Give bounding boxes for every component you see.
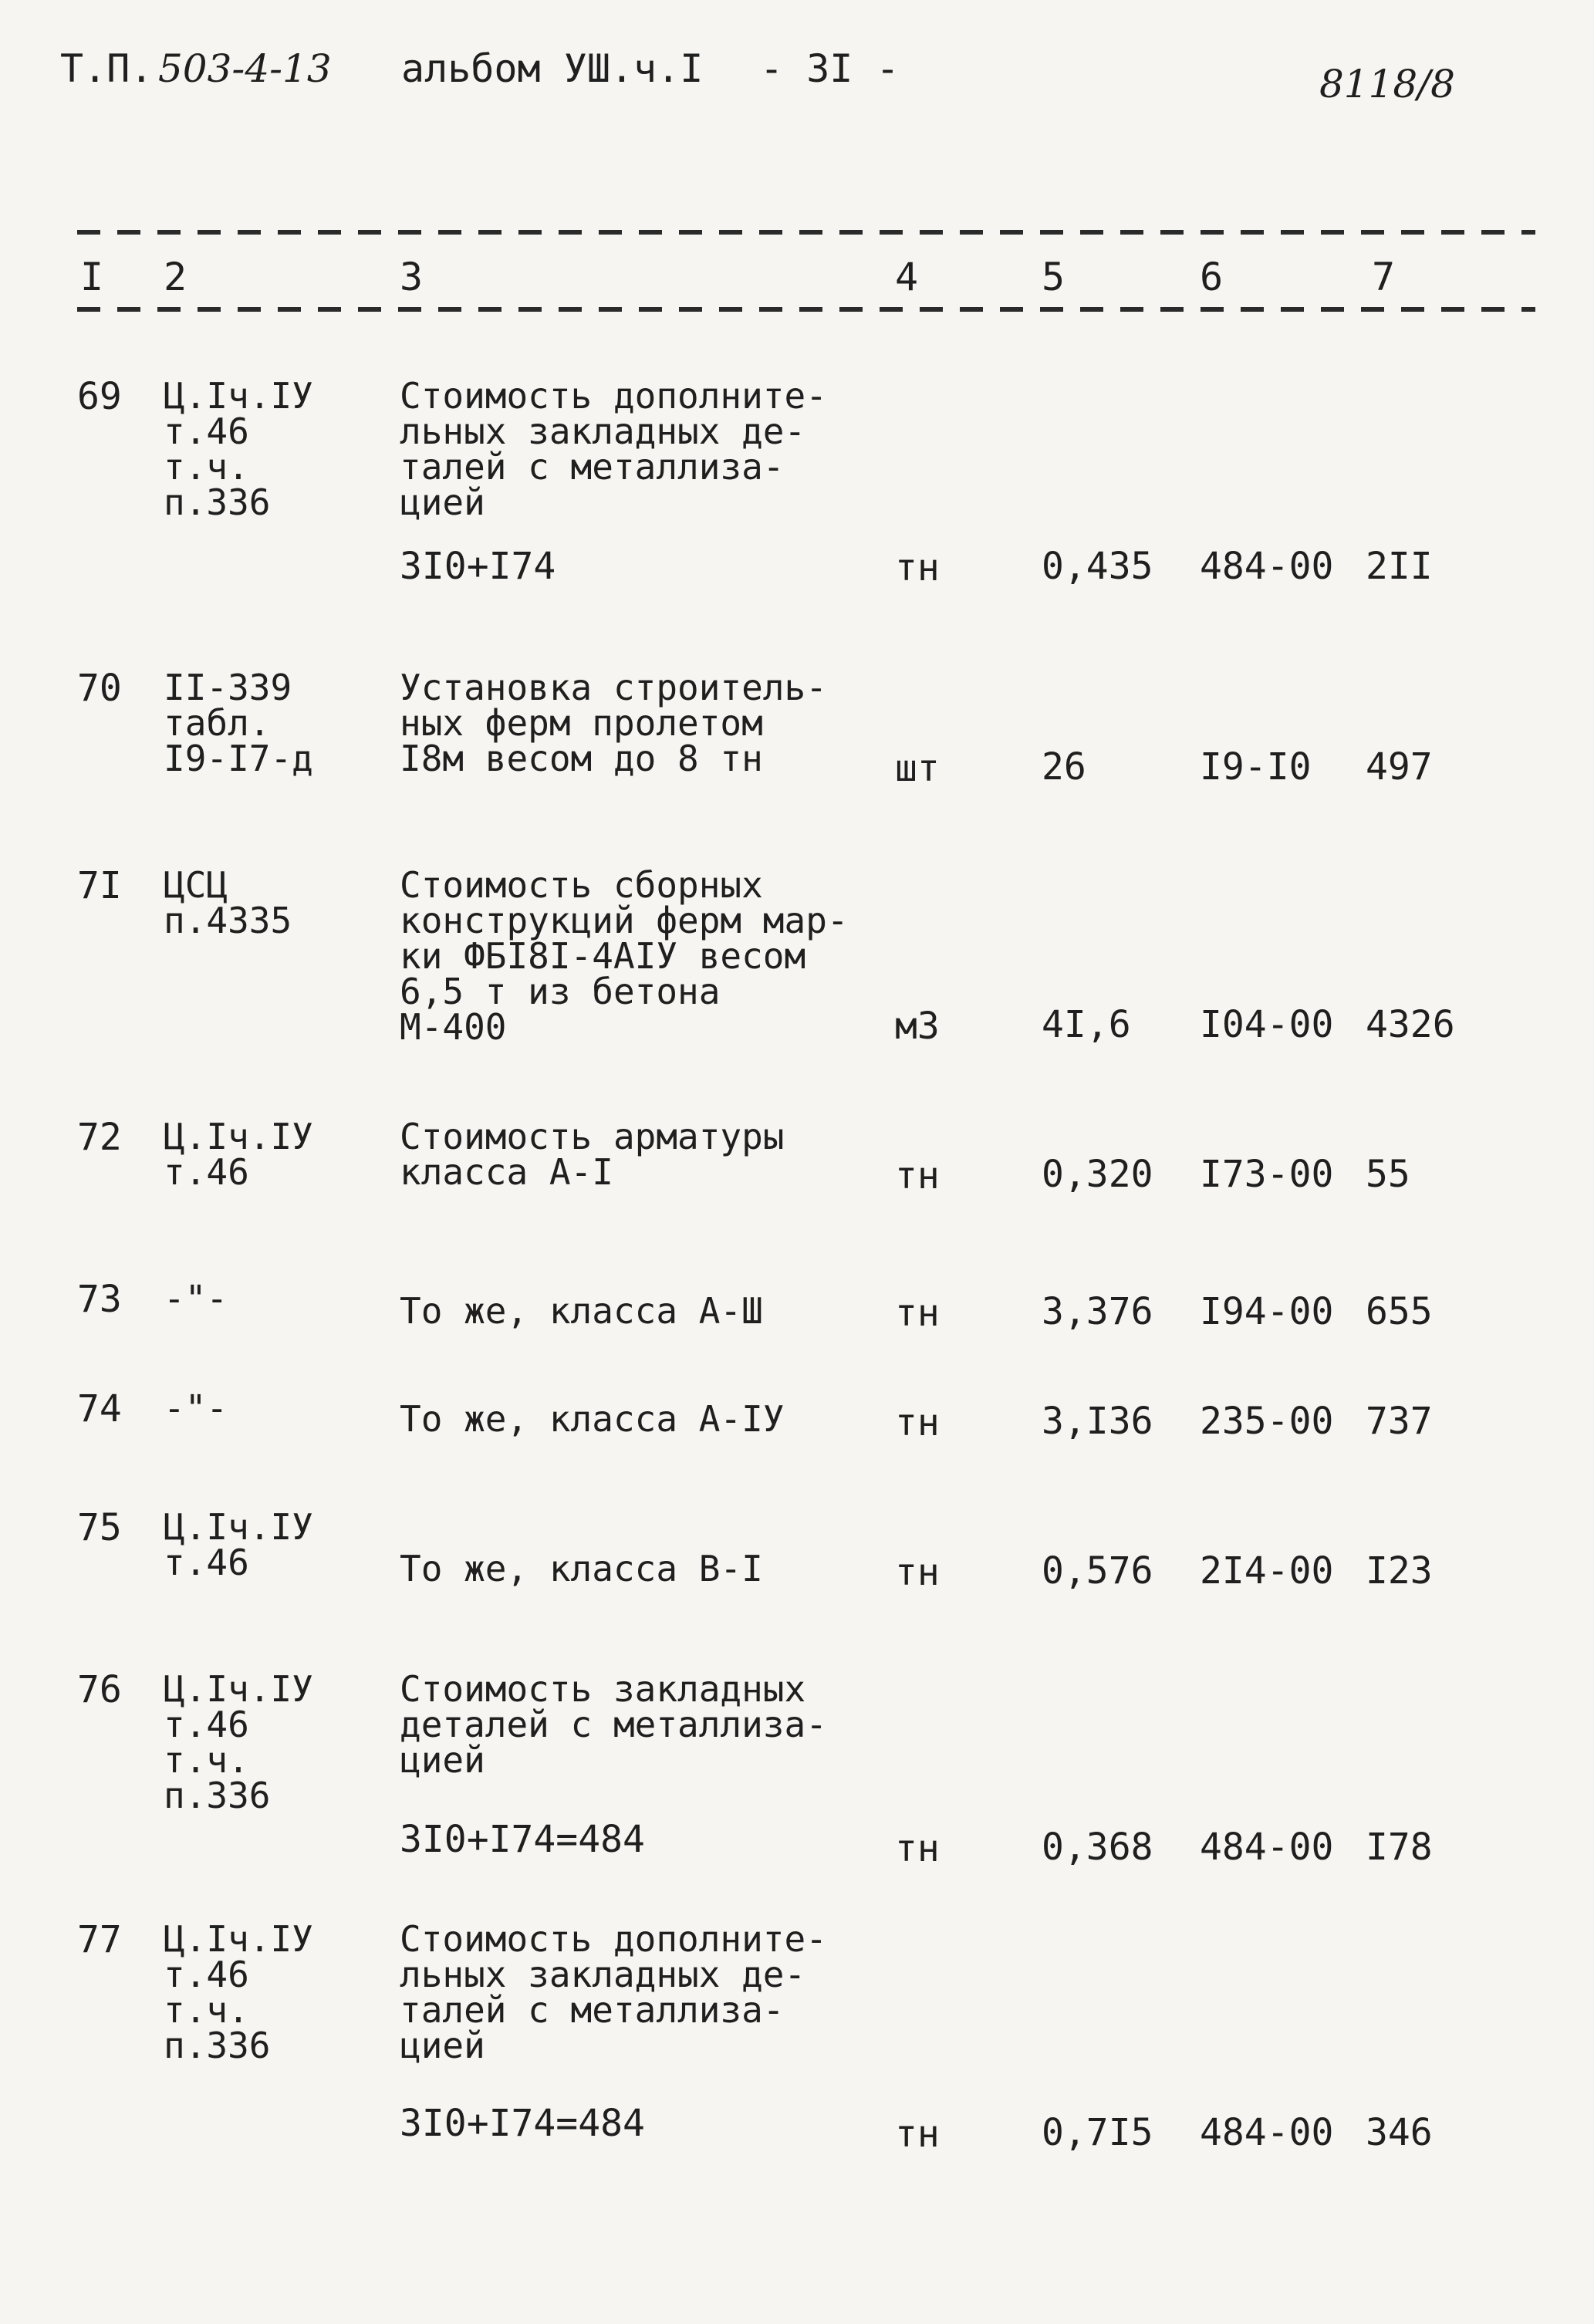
row-number: 76	[77, 1668, 122, 1711]
row-total: 2II	[1366, 545, 1433, 588]
row-description: Стоимость дополните- льных закладных де- талей с металлиза- цией	[400, 1918, 827, 2066]
column-number: 2	[164, 255, 187, 299]
row-price: 484-00	[1200, 1826, 1334, 1869]
row-unit: тн	[895, 1292, 940, 1335]
row-price: I9-I0	[1200, 745, 1312, 789]
row-description: Стоимость дополните- льных закладных де- талей с металлиза- цией	[400, 375, 827, 523]
row-reference: ЦСЦ п.4335	[164, 864, 292, 941]
row-reference: Ц.Iч.IУ т.46	[164, 1506, 313, 1583]
column-number: I	[80, 255, 104, 299]
row-number: 73	[77, 1278, 122, 1321]
row-description: Установка строитель- ных ферм пролетом I8м весом до 8 тн	[400, 667, 827, 779]
row-unit: тн	[895, 546, 940, 589]
row-description: Стоимость закладных деталей с металлиза- цией	[400, 1668, 827, 1781]
row-number: 70	[77, 667, 122, 710]
row-total: 655	[1366, 1290, 1433, 1333]
row-number: 77	[77, 1918, 122, 1961]
row-price: I94-00	[1200, 1290, 1334, 1333]
column-number: 5	[1042, 255, 1065, 299]
row-description: То же, класса А-IУ	[400, 1398, 785, 1440]
row-quantity: 26	[1042, 745, 1086, 789]
row-reference: Ц.Iч.IУ т.46 т.ч. п.336	[164, 1918, 313, 2066]
row-total: I23	[1366, 1549, 1433, 1593]
row-number: 72	[77, 1116, 122, 1159]
row-reference: II-339 табл. I9-I7-д	[164, 667, 313, 779]
table-header-rule	[77, 307, 1535, 312]
row-quantity: 0,368	[1042, 1826, 1153, 1869]
row-total: 497	[1366, 745, 1433, 789]
row-total: I78	[1366, 1826, 1433, 1869]
row-quantity: 0,320	[1042, 1153, 1153, 1196]
row-quantity: 0,435	[1042, 545, 1153, 588]
row-description: То же, класса А-Ш	[400, 1290, 763, 1332]
row-unit: м3	[895, 1005, 940, 1048]
row-reference: Ц.Iч.IУ т.46 т.ч. п.336	[164, 375, 313, 523]
row-total: 55	[1366, 1153, 1410, 1196]
doc-prefix: Т.П.	[60, 46, 154, 91]
album-label: альбом УШ.ч.I	[401, 46, 704, 91]
row-reference: -"-	[164, 1387, 228, 1429]
row-unit: тн	[895, 1401, 940, 1444]
row-quantity: 3,I36	[1042, 1400, 1153, 1443]
column-number: 6	[1200, 255, 1224, 299]
row-price: I73-00	[1200, 1153, 1334, 1196]
row-price: 484-00	[1200, 545, 1334, 588]
row-description: То же, класса В-I	[400, 1548, 763, 1589]
row-description: Стоимость арматуры класса А-I	[400, 1116, 785, 1193]
row-unit: тн	[895, 1551, 940, 1594]
row-reference: Ц.Iч.IУ т.46	[164, 1116, 313, 1193]
row-quantity: 0,576	[1042, 1549, 1153, 1593]
row-number: 74	[77, 1387, 122, 1431]
doc-number: 503-4-13	[158, 46, 332, 91]
column-number: 7	[1372, 255, 1396, 299]
row-unit: тн	[895, 1827, 940, 1870]
row-number: 75	[77, 1506, 122, 1549]
archive-code: 8118/8	[1319, 62, 1455, 106]
row-number: 69	[77, 375, 122, 418]
row-formula: 3I0+I74=484	[400, 1818, 645, 1861]
row-reference: -"-	[164, 1278, 228, 1319]
column-number: 4	[895, 255, 919, 299]
row-unit: шт	[895, 747, 940, 790]
row-total: 4326	[1366, 1003, 1455, 1046]
row-price: 2I4-00	[1200, 1549, 1334, 1593]
column-number: 3	[400, 255, 424, 299]
row-number: 7I	[77, 864, 122, 907]
row-total: 737	[1366, 1400, 1433, 1443]
row-price: 484-00	[1200, 2111, 1334, 2154]
row-reference: Ц.Iч.IУ т.46 т.ч. п.336	[164, 1668, 313, 1816]
row-formula: 3I0+I74	[400, 545, 556, 588]
row-total: 346	[1366, 2111, 1433, 2154]
row-formula: 3I0+I74=484	[400, 2102, 645, 2145]
row-unit: тн	[895, 2113, 940, 2156]
table-top-rule	[77, 230, 1535, 235]
row-quantity: 4I,6	[1042, 1003, 1131, 1046]
row-quantity: 3,376	[1042, 1290, 1153, 1333]
page-number: - 3I -	[760, 46, 900, 91]
row-description: Стоимость сборных конструкций ферм мар- ки ФБI8I-4АIУ весом 6,5 т из бетона М-400	[400, 864, 849, 1048]
row-price: 235-00	[1200, 1400, 1334, 1443]
row-unit: тн	[895, 1154, 940, 1197]
row-price: I04-00	[1200, 1003, 1334, 1046]
row-quantity: 0,7I5	[1042, 2111, 1153, 2154]
